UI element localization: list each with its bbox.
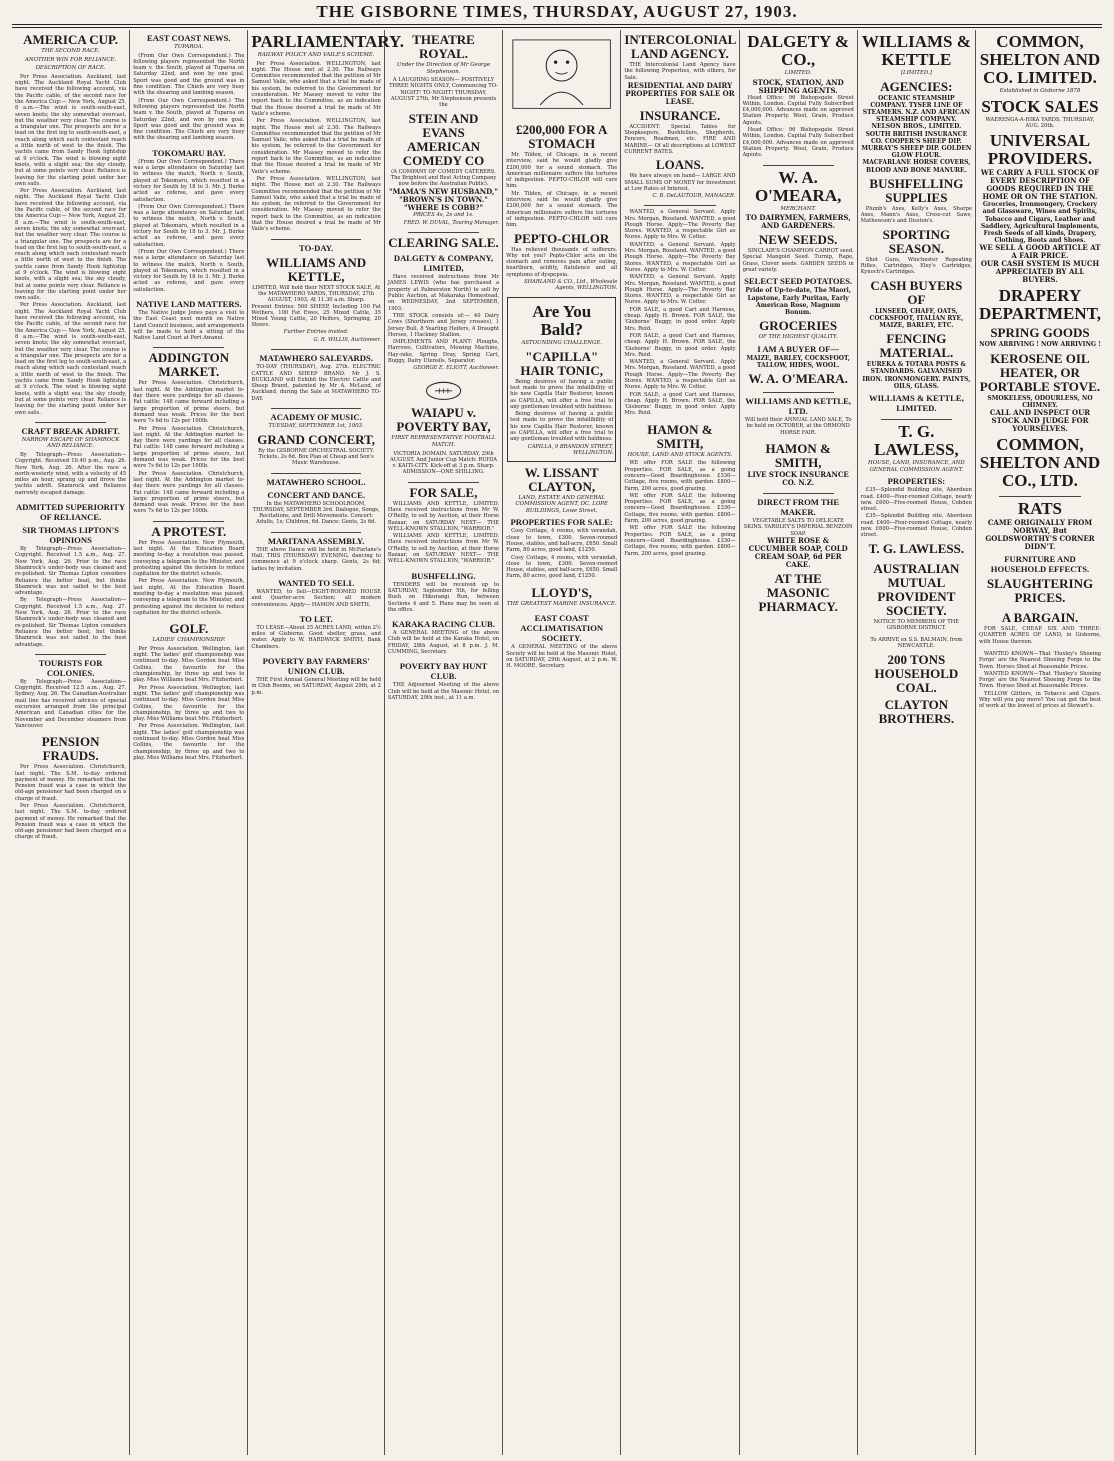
subhead: RAILWAY POLICY AND VAILE'S SCHEME. <box>257 52 375 58</box>
bargain-advert <box>979 611 1101 645</box>
headline: LOANS. <box>655 157 704 173</box>
article-body: Per Press Association. New Plymouth, last night. At the Education Board meeting to-day a resolution was passed, conveying a telegram to the Minister, and protesting against the decision to reduce capitation for the district schools. Per Press Association. New Plymouth, last night. At the Education Board meeting to-day a resolution was passed, conveying a telegram to the Minister, and protesting against the decision to reduce capitation for the district schools. <box>133 539 245 616</box>
potato-list: Pride of Up-to-date, The Maori, Lapstone, Early Puritan, Early American Rose, Magnum Bonum. <box>745 287 851 316</box>
headline: INTERCOLONIAL LAND AGENCY. <box>624 32 737 61</box>
headline: AMERICA CUP. <box>23 32 119 47</box>
headline: PARLIAMENTARY. <box>251 32 404 51</box>
advert-body: Have received instructions from Mr JAMES LEWIS (who has purchased a property at Palmerston North) to sell by Public Auction, at Makaraka Homestead, on WEDNESDAY, 2nd SEPTEMBER, 1903. <box>387 274 500 312</box>
headline: I AM A BUYER OF— <box>757 343 839 354</box>
notice-body: WANTED, to Sell—EIGHT-ROOMED HOUSE and Quarter-acre Section; all modern conveniences. Apply— HAMON AND SMITH. <box>251 588 381 608</box>
subhead: Established in Gisborne 1878 <box>999 88 1081 94</box>
signature: CAPILLA, 9 BRANDON STREET, WELLINGTON. <box>527 443 614 456</box>
theatre-advert <box>388 33 499 226</box>
academy-notice <box>251 412 381 466</box>
football-advert <box>388 377 499 475</box>
divider <box>271 349 361 350</box>
divider <box>271 532 361 533</box>
advert-body: A LAUGHING SEASON— POSITIVELY THREE NIGHTS ONLY, Commencing TO-NIGHT! TO-NIGHT! THURSDAY, AUGUST 27th. Mr Stephenson presents the <box>389 77 498 109</box>
stomach-advert <box>506 30 617 291</box>
classifieds <box>979 651 1101 710</box>
headline: THEATRE ROYAL. <box>412 32 475 61</box>
signature: W. A. O'MEARA. <box>748 371 848 387</box>
headline: TOURISTS FOR COLONIES. <box>38 657 103 678</box>
tourists-article <box>15 658 126 729</box>
fencing-list: EUREKA & TOTARA POSTS & STANDARDS. GALVANISED IRON. IRONMONGERY. PAINTS, OILS, GLASS. <box>862 361 971 390</box>
stock-list: THE STOCK consists of:— 40 Dairy Cows (Shorthorn and Jersey crosses), 1 Jersey Bull, 8 Yearling Heifers, 4 Draught Horses, 1 Hackney Stallion. <box>387 312 500 338</box>
masthead: THE GISBORNE TIMES, THURSDAY, AUGUST 27, 1903. <box>316 2 798 21</box>
headline: SLAUGHTERING PRICES. <box>986 576 1094 606</box>
company-name: DALGETY & COMPANY, LIMITED, <box>393 253 494 274</box>
subhead: HOUSE, LAND AND STOCK AGENTS. <box>627 451 733 458</box>
subhead: LADIES' CHAMPIONSHIP. <box>152 637 226 644</box>
company-name: WILLIAMS AND KETTLE, <box>266 254 367 284</box>
soap-advert <box>743 497 854 614</box>
headline: KEROSENE OIL HEATER, OR PORTABLE STOVE. <box>979 350 1101 394</box>
headline: BUSHFELLING. <box>411 570 476 581</box>
masthead-rule-2 <box>12 27 1102 28</box>
advert-body: To ARRIVE ex S.S. BALMAIN, from NEWCASTLE. <box>870 637 963 650</box>
headline: PROPERTIES: <box>887 476 946 487</box>
advert-line: CAME ORIGINALLY FROM NORWAY, But GOLDSWORTHY'S CORNER DIDN'T. <box>985 518 1095 552</box>
divider <box>408 482 479 483</box>
headline: WILLIAMS AND KETTLE, LTD. <box>745 396 852 417</box>
advert-body: ACCIDENT: Special Tables for Shopkeepers, Bushfellers, Shepherds, Fencers, Roadmen, etc. FIRE AND MARINE— Of all descriptions at LOWEST CURRENT RATES. <box>624 123 736 156</box>
headline: GRAND CONCERT, <box>257 431 376 447</box>
advert-body: A GENERAL MEETING of the above Club will be held at the Karaka Hotel, on FRIDAY, 28th August, at 8 p.m. J. M. CUMMING, Secretary. <box>387 630 500 656</box>
cash-list: LINSEED, CHAFF, OATS, COCKSFOOT, ITALIAN RYE, MAIZE, BARLEY, ETC. <box>869 307 964 330</box>
dalgety-advert <box>743 33 854 159</box>
subhead: OF THE HIGHEST QUALITY. <box>758 334 838 341</box>
karaka-advert <box>388 619 499 655</box>
subhead: ASTOUNDING CHALLENGE. <box>521 340 602 347</box>
portrait-illustration <box>506 30 617 120</box>
lawless-advert <box>861 423 972 556</box>
headline: CASH BUYERS OF <box>870 277 963 307</box>
pension-article <box>15 735 126 841</box>
tokomaru-article <box>133 148 244 293</box>
rats-advert <box>979 500 1101 605</box>
wanted-to-sell-notice <box>251 578 381 608</box>
subhead: LIMITED. <box>784 70 812 76</box>
divider <box>153 347 224 348</box>
column-5 <box>503 30 621 1455</box>
craft-adrift-article <box>15 426 126 496</box>
headline: A BARGAIN. <box>1001 610 1079 626</box>
headline: SIR THOMAS LIPTON'S OPINIONS <box>22 525 119 546</box>
clayton-advert <box>506 466 617 580</box>
headline: EAST COAST NEWS. <box>147 33 231 43</box>
company-name: STEIN AND EVANS AMERICAN COMEDY CO <box>402 110 485 168</box>
headline: DALGETY & CO., <box>747 32 850 69</box>
article-body: Per Press Association. Wellington, last night. The ladies' golf championship was continued to-day. Miss Gordon beat Miss Collins, the favourite for the championship, by three up and two to play. Miss Williams beat Mrs. Fitzherbert. Per Press Association. Wellington, last night. The ladies' golf championship was continued to-day. Miss Gordon beat Miss Collins, the favourite for the championship, by three up and two to play. Miss Williams beat Mrs. Fitzherbert. Per Press Association. Wellington, last night. The ladies' golf championship was continued to-day. Miss Gordon beat Miss Collins, the favourite for the championship, by three up and two to play. Miss Williams beat Mrs. Fitzherbert. <box>133 645 245 761</box>
advert-body: £35—Splendid Building site, Aberdeen road. £400—Four-roomed Cottage, nearly new. £600—Five-roomed House, Cobden street. £35—Splendid Building site, Aberdeen road. £400—Four-roomed Cottage, nearly new. £600—Five-roomed House, Cobden street. <box>860 487 972 539</box>
addington-article <box>133 351 244 514</box>
divider <box>153 521 224 522</box>
headline: WILLIAMS & KETTLE <box>861 32 971 69</box>
stock-sale-notice <box>251 243 381 344</box>
subhead: ANOTHER WIN FOR RELIANCE. <box>25 56 117 63</box>
advert-line: LIVE STOCK INSURANCE CO. N.Z. <box>747 470 849 488</box>
divider <box>763 392 834 393</box>
headline: EAST COAST ACCLIMATISATION SOCIETY. <box>520 613 604 644</box>
lloyds-advert <box>506 586 617 608</box>
advert-body: THE Adjourned Meeting of the above Club will be held at the Masonic Hotel, on SATURDAY, 29th inst., at 11 a.m. <box>387 682 500 701</box>
hunt-club-advert <box>388 661 499 701</box>
notice-body: LIMITED, Will hold their NEXT STOCK SALE, At the MATAWHERO YARDS, THURSDAY, 27th AUGUST, 1903, At 11.30 a.m. Sharp. <box>252 284 381 304</box>
headline: £200,000 FOR A STOMACH <box>516 122 608 151</box>
subhead: LAND, ESTATE AND GENERAL COMMISSION AGENT, DC. LOPE BUILDINGS, Lowe Street. <box>515 494 608 514</box>
divider <box>999 496 1081 497</box>
headline: NEW SEEDS. <box>758 232 838 248</box>
headline: 200 TONS HOUSEHOLD COAL. <box>874 651 959 695</box>
headline: POVERTY BAY FARMERS' UNION CLUB. <box>262 656 370 676</box>
column-4 <box>385 30 503 1455</box>
subhead: Under the Direction of Mr George Stephenson. <box>396 62 491 75</box>
divider <box>881 419 952 420</box>
advert-body: Shot Guns, Winchester Repeating Rifles, Cartridges, Eley's Cartridges, Kynoch's Cartridges. <box>860 256 972 276</box>
maritana-notice <box>251 536 381 572</box>
column-2 <box>130 30 248 1455</box>
headline: WAIAPU v. POVERTY BAY, <box>396 405 491 435</box>
advert-line: STOCK, STATION, AND SHIPPING AGENTS. <box>752 77 844 95</box>
advert-line: CALL AND INSPECT OUR STOCK AND JUDGE FOR YOURSELVES. <box>989 408 1091 434</box>
headline: TO-DAY. <box>299 242 334 253</box>
america-cup-article <box>15 33 126 416</box>
advert-line: SMOKELESS, ODOURLESS, NO CHIMNEY. <box>987 394 1093 409</box>
advert-body: Has relieved thousands of sufferers. Why not you? Pepto-Chlor acts on the stomach and removes pain after eating, heartburn, acidity, flatulence and all symptoms of dyspepsia. <box>506 246 618 278</box>
article-body: The Native Judge Jones pays a visit to the East Coast next month on Native Land Council business, and arrangements will be made to hold a sitting of the Native Land Court at Port Awanui. <box>133 309 245 342</box>
columns <box>12 30 1104 1455</box>
notice-body: In the MATAWHERO SCHOOLROOM, THURSDAY, SEPTEMBER 3rd. Dialogue, Songs, Recitations, and Drill Movements. Concert: Adults, 1s; Children, 6d. Dance: Gents, 2s 6d. <box>252 500 380 526</box>
advert-body: NOTICE TO MEMBERS OF THE GISBORNE DISTRICT. <box>873 618 960 631</box>
signature: COMMON, SHELTON AND CO., LTD. <box>979 435 1101 491</box>
advert-body: WILLIAMS AND KETTLE, LIMITED, Have received instructions from Mr W. O'Reilly, to sell by Auction, at their Horse Bazaar, on SATURDAY NEXT— THE WELL-KNOWN STALLION, "WARRIOR." WILLIAMS AND KETTLE, LIMITED, Have received instructions from Mr W. O'Reilly, to sell by Auction, at their Horse Bazaar, on SATURDAY NEXT— THE WELL-KNOWN STALLION, "WARRIOR." <box>387 500 500 565</box>
headline: BUSHFELLING SUPPLIES <box>869 175 964 205</box>
headline: MATAWHERO SCHOOL. <box>266 476 366 487</box>
subhead: TUPAROA. <box>174 44 204 50</box>
masthead-rule <box>12 24 1102 25</box>
headline: SPORTING SEASON. <box>882 226 951 256</box>
subhead: THE GREATEST MARINE INSURANCE. <box>506 600 617 607</box>
headline: HAMON & SMITH, <box>647 421 713 451</box>
advert-body: (A COMPANY OF COMEDY CATERERS, The Brightest and Best Acting Company now before the Australian Public). <box>390 168 497 188</box>
headline: GOLF. <box>169 621 209 637</box>
advert-line: WE CARRY A FULL STOCK OF EVERY DESCRIPTION OF GOODS REQUIRED IN THE HOME OR ON THE STATION. <box>980 168 1100 202</box>
headline: LLOYD'S, <box>531 584 592 600</box>
advert-body: We have always on hand— LARGE AND SMALL SUMS OF MONEY for Investment at Low Rates of Interest. <box>624 173 736 192</box>
headline: PROPERTIES FOR SALE: <box>510 517 613 528</box>
advert-body: Plumb's Axes, Kelly's Axes, Sharpe Axes, Mann's Axes, Cross-cut Saws, Mathewson's and Disston's. <box>860 205 972 225</box>
column-9 <box>976 30 1104 1455</box>
signature: G. R. WILLIS, Auctioneer. <box>313 337 381 344</box>
advert-body: FOR SALE, CHEAP. SIX AND THREE-QUARTER ACRES OF LAND, in Gisborne, with House thereon. <box>978 626 1101 645</box>
column-8 <box>858 30 976 1455</box>
headline: W. LISSANT CLAYTON, <box>524 464 599 494</box>
subhead: MERCHANT. <box>780 205 816 212</box>
headline: CONCERT AND DANCE. <box>267 489 365 500</box>
signature: T. G. LAWLESS. <box>868 540 965 556</box>
headline: TO LET. <box>299 613 333 624</box>
advert-body: VEGETABLE SALTS TO DELICATE SKINS. YARDLEY'S IMPERIAL BENZOIN SOAP. <box>743 518 853 537</box>
article-body: (From Our Own Correspondent.) There was a large attendance on Saturday last to witness the match, North v. South, played at Tokomaru, which resulted in a victory for South by 18 to 3. Mr. J. Burke acted as referee, and gave every satisfaction. (From Our Own Correspondent.) There was a large attendance on Saturday last to witness the match, North v. South, played at Tokomaru, which resulted in a victory for South by 18 to 3. Mr. J. Burke acted as referee, and gave every satisfaction. (From Our Own Correspondent.) There was a large attendance on Saturday last to witness the match, North v. South, played at Tokomaru, which resulted in a victory for South by 18 to 3. Mr. J. Burke acted as referee, and gave every satisfaction. <box>133 158 245 293</box>
classifieds-body: WANTED KNOWN—That 'Huxley's Shoeing Forge' are the Nearest Shoeing Forge to the Town. Horses Shod at Reasonable Prices. WANTED KNOWN—That 'Huxley's Shoeing Forge' are the Nearest Shoeing Forge to the Town. Horses Shod at Reasonable Prices. YELLOW Glitters, in Tobacco and Cigars. Why will you pay more? You can get the best of work at the lowest of prices at Stewart's. <box>978 650 1101 710</box>
headline: WANTED TO SELL <box>278 577 355 588</box>
coal-advert <box>861 637 972 726</box>
signature: SHARLAND & CO., Ltd., Wholesale Agents, WELLINGTON. <box>524 279 618 292</box>
product-name: PEPTO-CHLOR <box>514 230 610 246</box>
signature: GEORGE E. ELIOTT, Auctioneer. <box>413 365 500 372</box>
headline: DIRECT FROM THE MAKER. <box>757 497 840 518</box>
advert-body: Will hold their ANNUAL LAND SALE, To be held on OCTOBER, at the ORMOND HORSE FAIR. <box>744 417 852 436</box>
common-shelton-advert <box>979 33 1101 490</box>
headline: AUSTRALIAN MUTUAL PROVIDENT SOCIETY. <box>873 560 960 618</box>
column-3 <box>248 30 404 1455</box>
bushfelling-advert <box>388 571 499 613</box>
notice-body: TO LEASE—About 35 ACRES LAND, within 2½ miles of Gisborne. Good shelter, grass, and water. Apply to W. HARDWICK SMITH, Bank Chambers. <box>251 624 381 650</box>
headline: HAMON & SMITH, <box>765 441 831 471</box>
headline: ACADEMY OF MUSIC. <box>270 412 362 423</box>
play-titles: "MAMA'S NEW HUSBAND," "BROWN'S IN TOWN." "WHERE IS COBB?" <box>388 186 499 212</box>
implements-list: IMPLEMENTS AND PLANT: Ploughs, Harrows, Cultivators, Mowing Machine, Hay-rake, Spring Dray, Spring Cart, Buggy, Dairy Utensils, Separator. <box>387 339 500 365</box>
golf-article <box>133 622 244 761</box>
acclimatisation-advert <box>506 613 617 669</box>
divider <box>763 493 834 494</box>
article-body: Per Press Association. Christchurch, last night. The S.M. to-day ordered payment of money. He remarked that the Pension fraud was a case in which the old-age pensioner had been charged on a charge of fraud. Per Press Association. Christchurch, last night. The S.M. to-day ordered payment of money. He remarked that the Pension fraud was a case in which the old-age pensioner had been charged on a charge of fraud. <box>15 764 127 841</box>
divider <box>35 422 106 423</box>
headline: PENSION FRAUDS. <box>41 734 100 764</box>
native-land-article <box>133 299 244 341</box>
article-body: (From Our Own Correspondent.) The following players represented the North team v. the South, played at Tuparoa on Saturday 22nd, and won by one goal. Sport was good and the ground was in fine condition. The Chiefs are very busy with the shearing and lambing season. (From Our Own Correspondent.) The following players represented the North team v. the South, played at Tuparoa on Saturday 22nd, and won by one goal. Sport was good and the ground was in fine condition. The Chiefs are very busy with the shearing and lambing season. <box>133 52 245 142</box>
article-body: By Telegraph—Press Association—Copyright. Received 1.5 a.m., Aug. 27. New York, Aug. 26. Prior to the race Shamrock's under-body was cleaned and re-polished. Sir Thomas Lipton considers Reliance the better boat, but thinks Shamrock was not sailed to the best advantage. By Telegraph—Press Association—Copyright. Received 1.5 a.m., Aug. 27. New York, Aug. 26. Prior to the race Shamrock's under-body was cleaned and re-polished. Sir Thomas Lipton considers Reliance the better boat, but thinks Shamrock was not sailed to the best advantage. <box>15 546 127 648</box>
headline: CLEARING SALE. <box>388 235 499 251</box>
headline: T. G. LAWLESS, <box>874 422 959 460</box>
notice-body: THE First Annual General Meeting will be held in Club Rooms, on SATURDAY, August 29th, at 2 p.m. <box>251 677 381 696</box>
notice-body: By the GISBORNE ORCHESTRAL SOCIETY. Tickets, 2s 6d. Box Plan at Cheap and Son's Music Warehouse. <box>258 447 375 467</box>
headline: ADDINGTON MARKET. <box>148 350 230 380</box>
stallion-sale-advert <box>388 486 499 565</box>
bald-advert <box>507 297 616 462</box>
signature: CLAYTON BROTHERS. <box>878 696 955 726</box>
signature: C. B. DeLAUTOUR, MANAGER. <box>652 193 736 200</box>
subhead: THE SECOND RACE. <box>41 48 100 54</box>
advert-body: Mr. Tilden, of Chicago, in a recent interview, said he would gladly give £200,000 for a sound stomach. The American millionaire suffers the tortures of indigestion. PEPTO-CHLOR will cure him. Mr. Tilden, of Chicago, in a recent interview, said he would gladly give £200,000 for a sound stomach. The American millionaire suffers the tortures of indigestion. PEPTO-CHLOR will cure him. <box>506 152 618 229</box>
hamon-smith-advert <box>624 423 735 557</box>
to-let-notice <box>251 614 381 650</box>
headline: SELECT SEED POTATOES. <box>744 276 853 287</box>
east-coast-article <box>133 33 244 142</box>
advert-body: Being desirous of having a public test made to prove the infallibility of his new Capilla Hair Restorer, known as CAPILLA, will offer a free trial to any gentleman troubled with baldness. Being desirous of having a public test made to prove the infallibility of his new Capilla Hair Restorer, known as CAPILLA, will offer a free trial to any gentleman troubled with baldness. <box>510 378 614 443</box>
farmers-union-notice <box>251 656 381 696</box>
headline: ADMITTED SUPERIORITY OF RELIANCE. <box>16 502 126 523</box>
agencies-list-2: MACFARLANE HORSE COVERS, BLOOD AND BONE MANURE. <box>862 159 971 174</box>
subhead: DESCRIPTION OF RACE. <box>35 65 106 72</box>
prices: PRICES 4s, 2s and 1s. <box>413 211 474 218</box>
signature: FRED. W. DUVAL, Touring Manager. <box>403 220 500 227</box>
goods-list: Groceries, Ironmongery, Crockery and Glassware, Wines and Spirits, Tobacco and Cigars, Leather and Saddlery, Agricultural Implements, Fresh Seeds of all kinds, Drapery, Clothing, Boots and Shoes. <box>980 201 1100 245</box>
headline: CRAFT BREAK ADRIFT. <box>21 425 120 436</box>
product-name: "CAPILLA" HAIR TONIC, <box>520 348 604 378</box>
advert-body: SINCLAIR'S CHAMPION CARROT seed. Special Mangold Seed. Turnip, Rape, Grass, Clover seeds. GARDEN SEEDS in great variety. <box>742 248 854 274</box>
further-entries: Further Entries invited. <box>283 328 349 335</box>
advert-line: NOW ARRIVING ! NOW ARRIVING ! <box>979 341 1101 349</box>
article-body: Per Press Association. Christchurch, last night. At the Addington market to-day there were yardings for all classes. Fat cattle: 148 came forward including a large proportion of prime steers, but demand was weak. Prices for the best were 7s 6d to 12s per 100lb. Per Press Association. Christchurch, last night. At the Addington market to-day there were yardings for all classes. Fat cattle: 148 came forward including a large proportion of prime steers, but demand was weak. Prices for the best were 7s 6d to 12s per 100lb. Per Press Association. Christchurch, last night. At the Addington market to-day there were yardings for all classes. Fat cattle: 148 came forward including a large proportion of prime steers, but demand was weak. Prices for the best were 7s 6d to 12s per 100lb. <box>133 380 245 515</box>
divider <box>763 165 834 166</box>
wanted-classifieds <box>624 209 735 417</box>
headline: STOCK SALES <box>981 96 1099 116</box>
hamon-smith-2-advert <box>743 442 854 487</box>
williams-kettle-advert <box>861 33 972 413</box>
headline: RATS <box>1017 499 1063 519</box>
headline: POVERTY BAY HUNT CLUB. <box>399 661 488 682</box>
date: TUESDAY, SEPTEMBER 1st, 1903. <box>268 423 364 430</box>
advert-body: Head Office: 96 Bishopsgate Street Within, London. Capital Fully Subscribed £4,000,000. Advances made on approved Station Property. Wool, Grain, Produce Agents. Head Office: 96 Bishopsgate Street Within, London. Capital Fully Subscribed £4,000,000. Advances made on approved Station Property. Wool, Grain, Produce Agents. <box>742 94 854 159</box>
subhead: FIRST REPRESENTATIVE FOOTBALL MATCH. <box>391 435 496 448</box>
advert-body: THE Intercolonial Land Agency have the following Properties, with others, for Sale. <box>624 62 736 81</box>
headline: Are You Bald? <box>532 302 592 340</box>
land-agency-advert <box>624 33 735 199</box>
article-body: By Telegraph—Press Association—Copyright. Received 10.40 p.m., Aug. 26. New York, Aug. 26. After the race a north-westerly wind, with a velocity of 45 miles an hour, sprang up and drove the yachts adrift. Shamrock and Reliance narrowly escaped damage. <box>15 452 127 496</box>
headline: MARITANA ASSEMBLY. <box>267 535 365 546</box>
subhead: NARROW ESCAPE OF SHAMROCK AND RELIANCE. <box>21 436 120 450</box>
parliamentary-article <box>251 32 404 233</box>
headline: AGENCIES: <box>880 78 953 94</box>
land-sale-advert <box>743 396 854 436</box>
signature: WILLIAMS & KETTLE, LIMITED. <box>868 393 964 414</box>
headline: GROCERIES <box>759 318 838 334</box>
notice-body: TO-DAY (THURSDAY), Aug. 27th. ELECTRIC CATTLE AND SHEEP BRAND. Mr J. S. BUCKLAND will Exhibit the Electric Cattle and Sheep Brand, patented by Mr A. McLeod, of Auckland, during the Sale at MATAWHERO TO-DAY. <box>251 364 381 402</box>
advert-body: TENDERS will be received up to SATURDAY, September 5th, for felling Bush on Hikurangi Run, between Sections 4 and 5. Plans may be seen at the office. <box>387 581 500 613</box>
classifieds-body: WANTED, a General Servant. Apply Mrs. Morgan, Roseland. WANTED, a good Plough Horse. Apply—The Poverty Bay Stores. WANTED, a respectable Girl as Nurse. Apply to Mrs. W. Cotter. WANTED, a General Servant. Apply Mrs. Morgan, Roseland. WANTED, a good Plough Horse. Apply—The Poverty Bay Stores. WANTED, a respectable Girl as Nurse. Apply to Mrs. W. Cotter. WANTED, a General Servant. Apply Mrs. Morgan, Roseland. WANTED, a good Plough Horse. Apply—The Poverty Bay Stores. WANTED, a respectable Girl as Nurse. Apply to Mrs. W. Cotter. FOR SALE, a good Cart and Harness, cheap. Apply H. Brown. FOR SALE, the 'Gisborne' Buggy, in good order. Apply Mrs. Reid. FOR SALE, a good Cart and Harness, cheap. Apply H. Brown. FOR SALE, the 'Gisborne' Buggy, in good order. Apply Mrs. Reid. WANTED, a General Servant. Apply Mrs. Morgan, Roseland. WANTED, a good Plough Horse. Apply—The Poverty Bay Stores. WANTED, a respectable Girl as Nurse. Apply to Mrs. W. Cotter. FOR SALE, a good Cart and Harness, cheap. Apply H. Brown. FOR SALE, the 'Gisborne' Buggy, in good order. Apply Mrs. Reid. <box>624 209 736 417</box>
headline: W. A. O'MEARA, <box>754 167 842 205</box>
notice-body: THE above Dance will be held in McFarlane's Hall, THIS (THURSDAY) EVENING, dancing to commence at 9 o'clock sharp. Gents, 2s 6d; ladies by invitation. <box>251 546 381 572</box>
headline: A PROTEST. <box>151 523 227 539</box>
headline: FURNITURE AND HOUSEHOLD EFFECTS. <box>990 554 1090 575</box>
divider <box>271 408 361 409</box>
clearing-sale-advert <box>388 236 499 371</box>
entries-list: Present Entries: 500 SHEEP, Including 100 Fat Wethers, 100 Fat Ewes, 25 Mixed Cattle, 35 Mixed Young Cattle, 20 Heifers, Springing, 20 Steers. <box>251 303 381 329</box>
omeara-advert <box>743 169 854 387</box>
school-concert-notice <box>251 477 381 526</box>
advert-line: WE SELL A GOOD ARTICLE AT A FAIR PRICE. <box>979 243 1101 261</box>
protest-article <box>133 525 244 617</box>
headline: KARAKA RACING CLUB. <box>392 619 495 630</box>
reliance-article <box>15 502 126 648</box>
divider <box>271 239 361 240</box>
headline: FENCING MATERIAL. <box>879 331 954 361</box>
column-1 <box>12 30 130 1455</box>
advert-body: VICTORIA DOMAIN. SATURDAY, 29th AUGUST. And Junior Cup Match: RUHIA v. KAITI-CITY. Kick-off at 3 p.m. Sharp. ADMISSION—ONE SHILLING. <box>390 450 497 476</box>
subhead: [LIMITED.] <box>900 70 932 76</box>
headline: INSURANCE. <box>639 107 721 123</box>
buyer-list: MAIZE, BARLEY, COCKSFOOT, TALLOW, HIDES, WOOL. <box>746 354 850 369</box>
divider <box>35 654 106 655</box>
article-body: Per Press Association. Auckland, last night. The Auckland Royal Yacht Club have received the following account, via the Pacific cable, of the second race for the America Cup:— New York, August 25, 8 a.m.—The wind is south-south-east, seven knots; the sky somewhat overcast, but the weather very clear. The course is a triangular one. The prospects are for a lead on the first leg to south-south-east, a reach along which each contestant reach a little north of west to the finish. The yachts came from Sandy Hook lightship at 9 o'clock. The wind is blowing eight knots, with a slight sea; the sky cloudy, but at some points very clear. Reliance is leaving for the starting point under her own sails. Per Press Association. Auckland, last night. The Auckland Royal Yacht Club have received the following account, via the Pacific cable, of the second race for the America Cup:— New York, August 25, 8 a.m.—The wind is south-south-east, seven knots; the sky somewhat overcast, but the weather very clear. The course is a triangular one. The prospects are for a lead on the first leg to south-south-east, a reach along which each contestant reach a little north of west to the finish. The yachts came from Sandy Hook lightship at 9 o'clock. The wind is blowing eight knots, with a slight sea; the sky cloudy, but at some points very clear. Reliance is leaving for the starting point under her own sails. Per Press Association. Auckland, last night. The Auckland Royal Yacht Club have received the following account, via the Pacific cable, of the second race for the America Cup:— New York, August 25, 8 a.m.—The wind is south-south-east, seven knots; the sky somewhat overcast, but the weather very clear. The course is a triangular one. The prospects are for a lead on the first leg to south-south-east, a reach along which each contestant reach a little north of west to the finish. The yachts came from Sandy Hook lightship at 9 o'clock. The wind is blowing eight knots, with a slight sea; the sky cloudy, but at some points very clear. Reliance is leaving for the starting point under her own sails. <box>15 73 127 416</box>
advert-body: A GENERAL MEETING of the above Society will be held at the Masonic Hotel, on SATURDAY, 29th August, at 2 p.m. W. H. MOORE, Secretary. <box>506 644 618 670</box>
headline: FOR SALE, <box>409 484 478 500</box>
advert-body: WE offer FOR SALE the following Properties. FOR SALE, as a going concern—Good Boardinghouse. £330—Cottage, five rooms, with garden. £800—Farm, 200 acres, good grazing. WE offer FOR SALE the following Properties. FOR SALE, as a going concern—Good Boardinghouse. £330—Cottage, five rooms, with garden. £800—Farm, 200 acres, good grazing. WE offer FOR SALE the following Properties. FOR SALE, as a going concern—Good Boardinghouse. £330—Cottage, five rooms, with garden. £800—Farm, 200 acres, good grazing. <box>624 460 736 557</box>
headline: AT THE MASONIC PHARMACY. <box>758 570 838 614</box>
advert-line: RESIDENTIAL AND DAIRY PROPERTIES FOR SALE OR LEASE. <box>625 80 735 106</box>
headline: NATIVE LAND MATTERS. <box>136 298 242 309</box>
advert-line: WHITE ROSE & CUCUMBER SOAP, COLD CREAM SOAP, 6d PER CAKE. <box>748 535 848 569</box>
headline: DRAPERY DEPARTMENT, <box>978 286 1101 324</box>
saleyards-notice <box>251 353 381 402</box>
divider <box>644 205 715 206</box>
headline: SPRING GOODS <box>990 325 1090 341</box>
advert-line: TO DAIRYMEN, FARMERS, AND GARDENERS. <box>745 213 851 231</box>
divider <box>271 473 361 474</box>
advert-body: WAERENGA-A-HIKA YARDS. THURSDAY, AUG. 20th. <box>985 116 1095 129</box>
advert-body: Cosy Cottage, 4 rooms, with verandah, close to town, £300. Seven-roomed House, stables, and half-acre, £650. Small Farm, 80 acres, good land, £1250. Cosy Cottage, 4 rooms, with verandah, close to town, £300. Seven-roomed House, stables, and half-acre, £650. Small Farm, 80 acres, good land, £1250. <box>506 528 618 580</box>
headline: UNIVERSAL PROVIDERS. <box>987 131 1093 169</box>
column-6 <box>621 30 739 1455</box>
article-body: Per Press Association. WELLINGTON, last night. The House met at 2.30. The Railways Committee recommended that the petition of Mr Samuel Vaile, who asked that a trial be made of his system, be referred to the Government for consideration. Mr Massey moved to refer the report back to the Committee, as an indication that the House desired a trial be made of Mr Vaile's scheme. Per Press Association. WELLINGTON, last night. The House met at 2.30. The Railways Committee recommended that the petition of Mr Samuel Vaile, who asked that a trial be made of his system, be referred to the Government for consideration. Mr Massey moved to refer the report back to the Committee, as an indication that the House desired a trial be made of Mr Vaile's scheme. Per Press Association. WELLINGTON, last night. The House met at 2.30. The Railways Committee recommended that the petition of Mr Samuel Vaile, who asked that a trial be made of his system, be referred to the Government for consideration. Mr Massey moved to refer the report back to the Committee, as an indication that the House desired a trial be made of Mr Vaile's scheme. <box>251 60 381 233</box>
headline: COMMON, SHELTON AND CO. LIMITED. <box>979 32 1101 87</box>
subhead: HOUSE, LAND, INSURANCE, AND GENERAL COMMISSION AGENT. <box>868 460 965 473</box>
column-7 <box>740 30 858 1455</box>
amp-advert <box>861 562 972 632</box>
agencies-list: OCEANIC STEAMSHIP COMPANY. TYSER LINE OF STEAMERS. N.Z. AND AFRICAN STEAMSHIP COMPANY. NELSON BROS., LIMITED. SOUTH BRITISH INSURANCE CO. COOPER'S SHEEP DIP. MURRAY'S SHEEP DIP. GOLDEN GLOW FLOUR. <box>861 94 972 160</box>
article-body: By Telegraph—Press Association—Copyright. Received 12.5 a.m., Aug. 27. Sydney, Aug. 26. The Canadian-Australian mail line has received advices of special excursion arranged from the principal American and Canadian cities for the November and December steamers from Vancouver. <box>15 678 127 729</box>
advert-line: OUR CASH SYSTEM IS MUCH APPRECIATED BY ALL BUYERS. <box>980 259 1100 285</box>
headline: MATAWHERO SALEYARDS. <box>259 353 373 364</box>
headline: TOKOMARU BAY. <box>152 147 226 158</box>
divider <box>408 232 479 233</box>
football-illustration <box>388 377 499 403</box>
